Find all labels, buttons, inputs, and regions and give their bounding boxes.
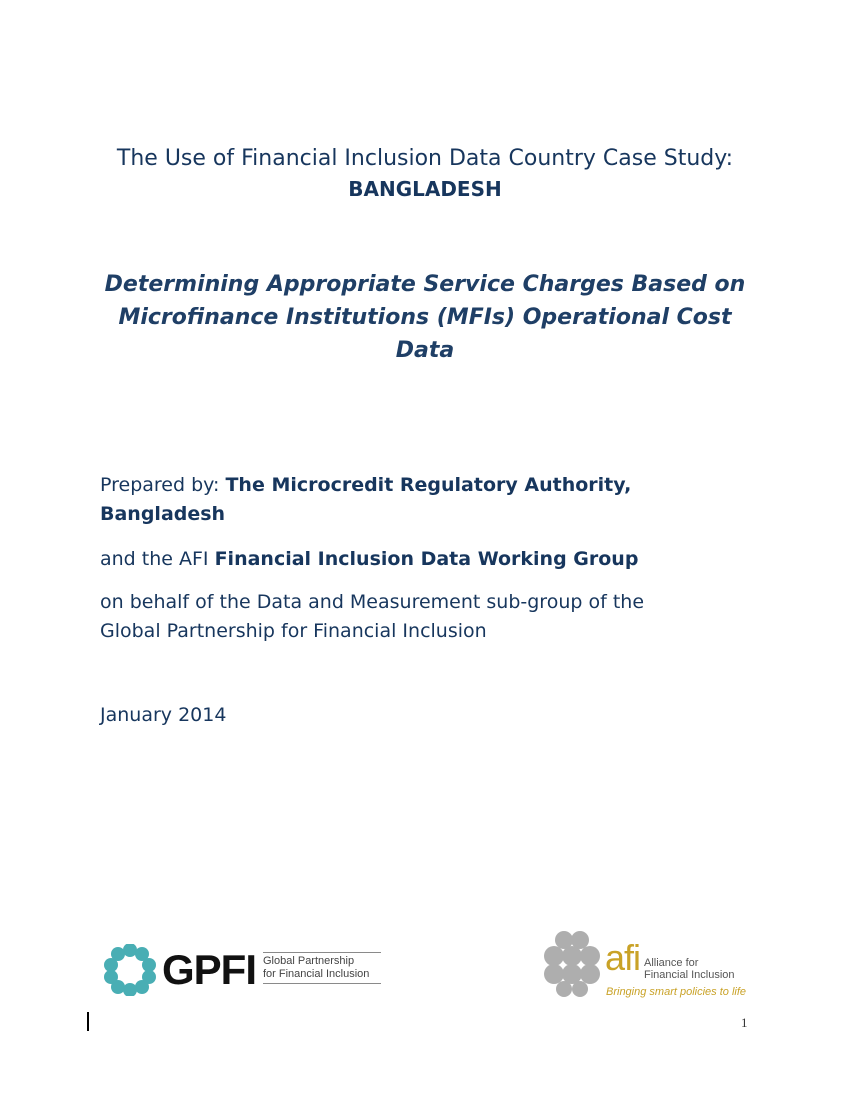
- prepared-authority-country: Bangladesh: [100, 503, 226, 525]
- afi-name-line-1: Alliance for: [644, 957, 699, 969]
- change-bar: [87, 1012, 89, 1031]
- subtitle-line-3: Data: [395, 338, 455, 363]
- afi-name-line-2: Financial Inclusion: [644, 969, 735, 981]
- gpfi-subtitle-line-1: Global Partnership: [263, 955, 355, 967]
- working-group-name: Financial Inclusion Data Working Group: [214, 548, 639, 570]
- gpfi-logo: [104, 944, 384, 996]
- behalf-line: [100, 588, 740, 646]
- afi-name: [644, 957, 735, 981]
- page-number: 1: [741, 1015, 748, 1030]
- prepared-authority: The Microcredit Regulatory Authority,: [225, 474, 632, 496]
- subtitle-line-1: Determining Appropriate Service Charges Based on: [104, 272, 746, 297]
- gpfi-subtitle-line-2: for Financial Inclusion: [263, 968, 370, 980]
- title-line: The Use of Financial Inclusion Data Country Case Study:: [116, 146, 734, 171]
- working-group-line: [100, 545, 740, 574]
- behalf-line-2: Global Partnership for Financial Inclusion: [100, 620, 487, 642]
- subtitle-line-2: Microfinance Institutions (MFIs) Operational Cost: [118, 305, 732, 330]
- document-subtitle: [100, 268, 750, 367]
- gpfi-ring-icon: [104, 944, 156, 996]
- and-prefix: and the AFI: [100, 548, 215, 570]
- gpfi-subtitle: [263, 952, 381, 984]
- afi-emblem-icon: [542, 930, 604, 998]
- prepared-by: [100, 471, 740, 529]
- afi-wordmark: afi: [605, 937, 641, 978]
- afi-logo: [542, 930, 772, 1000]
- prepared-label: Prepared by:: [100, 474, 226, 496]
- behalf-line-1: on behalf of the Data and Measurement sub-group of the: [100, 591, 645, 613]
- gpfi-wordmark: GPFI: [162, 946, 257, 993]
- afi-tagline: Bringing smart policies to life: [606, 986, 747, 998]
- document-title: [60, 143, 790, 205]
- publication-date: January 2014: [100, 704, 227, 726]
- title-country: BANGLADESH: [348, 177, 502, 201]
